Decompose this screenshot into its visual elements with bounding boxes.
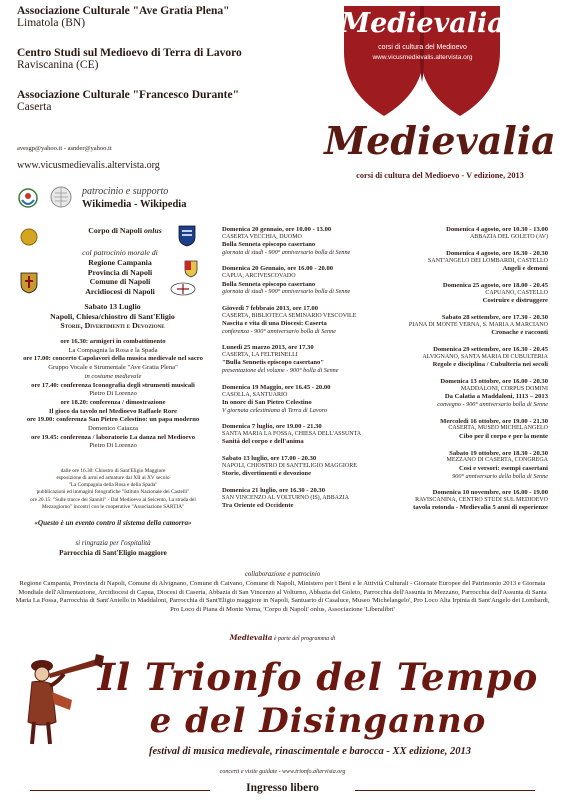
event-right-5-title: Regole e disciplina / Cubulteria nei secoli: [432, 361, 548, 369]
event-mid-8-title: Tra Oriente ed Occidente: [222, 502, 294, 510]
event-mid-3-title: Nascita e vita di una Diocesi: Caserta: [222, 319, 327, 327]
corpo-name: Corpo di Napoli: [88, 226, 142, 235]
event-mid-2: [222, 265, 387, 295]
program-note: [0, 633, 565, 642]
event-mid-4-time: Lunedì 25 marzo 2013, ore 17.30: [222, 344, 314, 352]
corpo-onlus: onlus: [143, 226, 162, 235]
program-12: ore 19.45: conferenza / laboratorio La danza nel Medioevo: [30, 433, 196, 441]
event-right-1: [393, 226, 548, 241]
program-5: in costume medievale: [84, 372, 142, 380]
program-10: ore 19.00: conferenza San Pietro Celestino: un papa moderno: [26, 416, 200, 424]
logo-url: www.vicusmedievalis.altervista.org: [372, 54, 473, 61]
wiki-label: Wikimedia - Wikipedia: [82, 199, 187, 210]
event-mid-6: [222, 423, 387, 446]
event-mid-7-loc: NAPOLI, CHIOSTRO DI SANT'ELIGIO MAGGIORE: [222, 463, 357, 470]
trionfo-line-2: e del Disinganno: [149, 701, 487, 741]
event-mid-2-loc: CAPUA, ARCIVESCOVADO: [222, 273, 296, 280]
collab-heading: collaborazione e patrocinio: [244, 571, 321, 578]
event-mid-1: [222, 226, 387, 256]
events-column-mid: [222, 226, 387, 519]
main-title: Medievalia: [324, 118, 556, 163]
event-right-5-loc: ALVIGNANO, SANTA MARIA DI CUBULTERIA: [422, 354, 548, 360]
corpo-napoli: [60, 226, 190, 236]
event-theme: Storie, Divertimenti e Devozione: [60, 321, 165, 331]
corpo-logo-icon: [20, 228, 38, 246]
exhibit-5: ore 20.15: "Sulle tracce dei Sanniti" - Dal Medioevo al Seicento, La strada del: [30, 496, 196, 503]
event-mid-5-loc: CASOLLA, SANTUARIO: [222, 391, 288, 398]
event-mid-4-note: presentazione del volume - 900° bolla di Senne: [222, 367, 339, 375]
assoc-2-place: Raviscanina (CE): [17, 59, 99, 71]
event-mid-2-time: Domenica 20 Gennaio, ore 16.00 - 20.00: [222, 265, 334, 273]
event-mid-3-note: conferenza - 900° anniversario bolla di Senne: [222, 327, 336, 335]
patrocinio-morale: col patrocinio morale di: [82, 248, 158, 257]
medievalia-logo: [340, 2, 505, 120]
event-right-4-time: Sabato 28 settembre, ore 17.30 - 20.30: [441, 314, 548, 322]
assoc-3-place: Caserta: [17, 101, 52, 113]
event-right-9-time: Domenica 10 novembre, ore 16.00 - 19.00: [432, 488, 548, 496]
campania-crest-icon: [178, 225, 196, 247]
event-right-5: [393, 346, 548, 369]
footer-rule-right: [355, 790, 535, 791]
event-right-1-loc: ABBAZIA DEL GOLETO (AV): [469, 233, 548, 240]
assoc-1-name: Associazione Culturale "Ave Gratia Plena": [17, 5, 230, 17]
event-mid-7: [222, 455, 387, 478]
logo-title: Medievalia: [340, 8, 505, 39]
associations: [17, 5, 347, 113]
event-right-2-title: Angeli e demoni: [502, 265, 548, 273]
patron-4: Arcidiocesi di Napoli: [85, 287, 155, 297]
wikipedia-globe-icon: [50, 186, 72, 208]
event-right-3: [393, 282, 548, 305]
event-mid-6-loc: SANTA MARIA LA FOSSA, CHIESA DELL'ASSUNTA: [222, 431, 362, 438]
event-mid-2-title: Bolla Senneta episcopo casertano: [222, 280, 316, 288]
event-right-6-note: convegno - 900° anniversario bolla di Senne: [437, 401, 548, 409]
event-mid-3-loc: CASERTA, BIBLIOTECA SEMINARIO VESCOVILE: [222, 312, 357, 319]
event-mid-1-note: giornata di studi - 900° anniversario bolla di Senne: [222, 249, 351, 256]
event-right-8-time: Sabato 19 ottobre, ore 18.30 - 20.30: [449, 449, 548, 457]
event-mid-4: [222, 344, 387, 374]
event-mid-7-time: Sabato 13 luglio, ore 17.00 - 20.30: [222, 455, 317, 463]
event-right-9-loc: RAVISCANINA, CENTRO STUDI SUL MEDIOEVO: [415, 496, 548, 503]
event-right-8-title: Cosi e versori: esempi casertani: [459, 464, 548, 472]
patron-1: Regione Campania: [88, 258, 152, 267]
diocese-crest-icon: [170, 282, 196, 296]
program-note-brand: Medievalia: [229, 633, 273, 642]
event-right-1-time: Domenica 4 agosto, ore 10.30 - 13.00: [446, 226, 548, 233]
event-right-6-title: Da Calatia a Maddaloni, 1113 – 2013: [444, 393, 548, 401]
event-right-5-time: Domenica 29 settembre, ore 16.30 - 20.45: [433, 346, 548, 354]
provincia-crest-icon: [20, 272, 38, 294]
exhibit-2: esposizione di armi ed armature dal XII al XV secolo: [56, 475, 170, 482]
collab-text: Regione Campania, Provincia di Napoli, Comune di Alvignano, Comune di Caivano, Comune di Napoli, Ministero per i Beni e le Attività Culturali - Giornate Europee del Patrimonio 2013 e Giornata Mondiale dell'Alimentazione, Arcidiocesi di Capua, Diocesi di Caserta, Abbazia di San Vincenzo al Volturno, Abbazia del Goleto, Parrocchia dell'Assunta in Mezzano, Parrocchia dell'Assunta di Santa Maria La Fossa, Parrocchia di Sant'Aniello in Maddaloni, Parrocchia di Sant'Eligio maggiore in Napoli, Santuario di Casaluce, Museo 'Michelangelo', Pro Loco Alta Irpinia di Sant'Angelo dei Lombardi, Pro Loco di Piana di Monte Verna, 'Corpo di Napoli' onlus, Associazione 'Liberalibri': [15, 580, 550, 613]
event-mid-4-loc: CASERTA, LA FELTRINELLI: [222, 352, 298, 359]
event-right-4-title: Cronache e racconti: [491, 329, 548, 337]
exhibit-list: [18, 468, 208, 511]
exhibit-6: Mezzogiorno" incontri con le cooperative "Associazione SARTIA": [41, 503, 185, 510]
event-right-3-time: Domenica 25 agosto, ore 18.00 - 20.45: [442, 282, 548, 290]
program-6: ore 17.40: conferenza Iconografia degli strumenti musicali: [31, 381, 195, 389]
event-mid-2-note: giornata di studi - 900° anniversario bolla di Senne: [222, 288, 351, 296]
program-note-rest: è parte del programma di: [273, 636, 336, 642]
footer-rule-left: [30, 790, 210, 791]
trionfo-line-1: Il Trionfo del Tempo: [97, 655, 539, 699]
event-mid-5-note: V giornata celestiniana di Terra di Lavoro: [222, 406, 327, 414]
event-info: [20, 302, 205, 331]
program-13: Pietro Di Lorenzo: [89, 442, 137, 450]
event-mid-6-time: Domenica 7 luglio, ore 19.00 - 21.30: [222, 423, 322, 431]
event-right-4-loc: PIANA DI MONTE VERNA, S. MARIA A MARCIANO: [408, 322, 548, 328]
event-right-9-title: tavola rotonda - Medievalia 5 anni di esperienze: [413, 504, 548, 512]
event-place: Napoli, Chiesa/chiostro di Sant'Eligio: [50, 311, 175, 321]
program-7: Pietro Di Lorenzo: [89, 390, 137, 398]
event-right-2-loc: SANT'ANGELO DEI LOMBARDI, CASTELLO: [427, 258, 548, 264]
event-right-8-note: 900° anniversario della bolla di Senne: [452, 472, 548, 480]
event-mid-7-title: Storie, divertimenti e devozione: [222, 470, 311, 478]
event-mid-1-loc: CASERTA VECCHIA, DUOMO: [222, 233, 302, 240]
event-date: Sabato 13 Luglio: [84, 302, 141, 311]
event-right-6-time: Domenica 13 ottobre, ore 16.00 - 20.30: [440, 378, 548, 386]
ingresso-libero: Ingresso libero: [246, 782, 319, 794]
event-mid-4-title: "Bulla Sennetis episcopo casertano": [222, 359, 325, 367]
event-right-7-title: Cibo per il corpo e per la mente: [459, 432, 548, 440]
events-column-right: [393, 226, 548, 521]
website[interactable]: www.vicusmedievalis.altervista.org: [17, 160, 160, 171]
assoc-3-name: Associazione Culturale "Francesco Durante": [17, 89, 239, 101]
assoc-2-name: Centro Studi sul Medioevo di Terra di Lavoro: [17, 47, 242, 59]
event-right-3-loc: CAPUANO, CASTELLO: [485, 290, 548, 296]
event-right-3-title: Costruire e distruggere: [482, 297, 548, 305]
parish: Parrocchia di Sant'Eligio maggiore: [59, 549, 167, 557]
program-1: ore 16.30: armigeri in combattimento: [60, 338, 166, 345]
concerts-line: concerti e visite guidate - www.trionfo.altervista.org: [219, 769, 346, 775]
event-right-2: [393, 250, 548, 273]
exhibit-3: "La Compagnia della Rosa e della Spada": [68, 482, 158, 489]
patron-2: Provincia di Napoli: [87, 267, 153, 277]
logo-subtitle: corsi di cultura del Medioevo: [378, 44, 467, 51]
comune-crest-icon: [184, 258, 198, 278]
event-mid-8-loc: SAN VINCENZO AL VOLTURNO (IS), ABBAZIA: [222, 495, 350, 502]
exhibit-4: pubblicazioni ed immagini fotografiche "Istituto Nazionale dei Castelli": [36, 489, 190, 496]
thanks: si ringrazia per l'ospitalità: [75, 539, 151, 547]
event-right-8: [393, 450, 548, 480]
event-right-4: [393, 314, 548, 337]
exhibit-1: dalle ore 16.30: Chiostro di Sant'Eligio Maggiore: [60, 468, 166, 474]
event-right-6-loc: MADDALONI, CORPUS DOMINI: [460, 386, 548, 392]
event-mid-8-time: Domenica 21 luglio, ore 16.30 - 20.30: [222, 487, 325, 495]
course-line: corsi di cultura del Medioevo - V edizione, 2013: [356, 171, 524, 180]
event-mid-6-title: Sanità del corpo e dell'anima: [222, 438, 304, 446]
event-mid-5-time: Domenica 19 Maggio, ore 16.45 - 20.00: [222, 383, 331, 391]
program-9: Il gioco da tavolo nel Medioevo Raffaele Rore: [49, 407, 177, 415]
event-mid-5: [222, 384, 387, 414]
program-4: Gruppo Vocale e Strumentale "Ave Gratia Plena": [48, 364, 178, 372]
program-2: La Compagnia la Rosa e la Spada: [68, 346, 158, 354]
event-right-7: [393, 418, 548, 441]
program-list: [18, 338, 208, 451]
program-8: ore 18.20: conferenza / dimostrazione: [60, 398, 166, 406]
event-mid-3: [222, 305, 387, 335]
festival-line: festival di musica medievale, rinascimentale e barocca - XX edizione, 2013: [149, 746, 471, 757]
event-mid-3-time: Giovedì 7 febbraio 2013, ore 17.00: [222, 304, 319, 312]
event-mid-1-title: Bolla Senneta episcopo casertano: [222, 241, 316, 249]
event-mid-5-title: In onore di San Pietro Celestino: [222, 398, 312, 406]
patronage-label: patrocinio e supporto: [82, 186, 169, 197]
event-right-2-time: Domenica 4 agosto, ore 16.30 - 20.30: [446, 250, 548, 258]
quote: «Questo è un evento contro il sistema della camorra»: [34, 519, 192, 527]
event-right-6: [393, 378, 548, 408]
assoc-1-place: Limatola (BN): [17, 17, 86, 29]
event-right-7-loc: CASERTA, MUSEO MICHELANGELO: [448, 425, 548, 432]
event-mid-8: [222, 487, 387, 510]
event-right-9: [393, 489, 548, 512]
program-11: Domenico Caiazza: [88, 425, 138, 433]
event-right-8-loc: MEZZANO DI CASERTA, CONGREGA: [446, 457, 548, 464]
program-3: ore 17.00: concerto Capolavori della musica medievale nel sacro: [23, 355, 203, 363]
emails: avesgp@yahoo.it - asnder@yahoo.it: [17, 145, 112, 152]
event-mid-1-time: Domenica 20 gennaio, ore 10.00 - 13.00: [222, 226, 332, 233]
event-right-7-time: Mercoledì 16 ottobre, ore 19.00 - 21.30: [440, 417, 548, 425]
wikimedia-icon: [18, 188, 38, 208]
patrons-list: [50, 258, 190, 297]
patron-3: Comune di Napoli: [89, 277, 151, 287]
